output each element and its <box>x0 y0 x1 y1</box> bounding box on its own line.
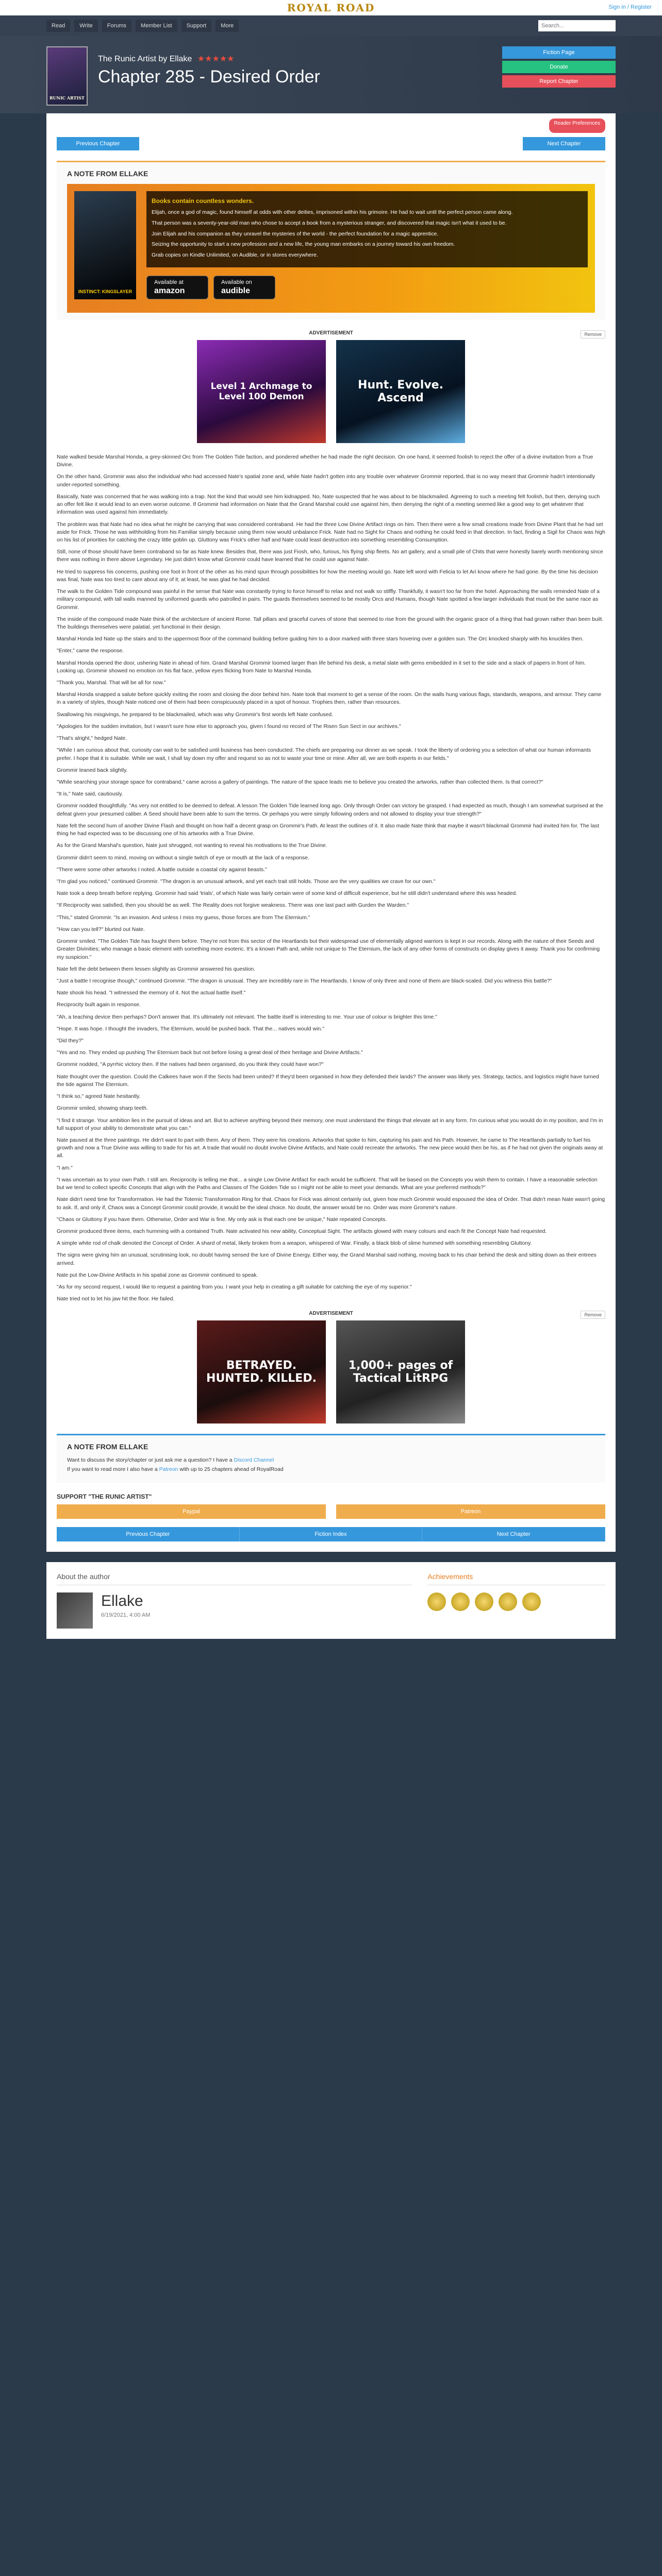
chapter-content <box>57 453 605 1303</box>
chapter-paragraph: "Enter," came the response. <box>57 648 124 654</box>
promo-paragraph: Elijah, once a god of magic, found himself at odds with other deities, imprisoned within his grimoire. He had to wait until the perfect person came along. <box>152 209 513 215</box>
promo-paragraph: Grab copies on Kindle Unlimited, on Audible, or in stores everywhere. <box>152 252 318 258</box>
promo-paragraph: Seizing the opportunity to start a new profession and a new life, the young man embarks on a journey toward his own freedom. <box>152 241 455 248</box>
achievement-badge-icon[interactable] <box>499 1592 517 1611</box>
prev-chapter-button[interactable]: Previous Chapter <box>57 137 139 150</box>
chapter-paragraph: "Apologies for the sudden invitation, but I wasn't sure how else to approach you, given I found no record of The Risen Sun Sect in our archives." <box>57 723 401 730</box>
amazon-top: Available at <box>154 279 184 285</box>
bottom-prev-chapter-button[interactable]: Previous Chapter <box>57 1527 240 1541</box>
chapter-title: Chapter 285 - Desired Order <box>98 67 320 87</box>
next-chapter-button[interactable]: Next Chapter <box>523 137 605 150</box>
audible-badge[interactable] <box>213 276 275 299</box>
author-box <box>46 1562 616 1639</box>
search-input[interactable] <box>538 20 616 31</box>
amazon-name: amazon <box>154 286 185 295</box>
audible-top: Available on <box>221 279 252 285</box>
site-logo[interactable]: ROYAL ROAD <box>287 2 375 14</box>
promo-cover-text: INSTINCT: KINGSLAYER <box>78 289 133 294</box>
bottom-chapter-nav <box>57 1527 605 1541</box>
top-bar <box>0 0 662 15</box>
remove-ad-button[interactable]: Remove <box>581 1311 605 1319</box>
by-text: by <box>158 55 168 63</box>
chapter-paragraph: Nate felt the second hum of another Divine Flash and thought on how half a decent grasp on Grommir's Path. At least the outlines of it. It also made Nate think that maybe it wasn't blackmail Grommir had invited him for. The last thing he had expected was to be discussing one of his artworks with a True Divine. <box>57 822 600 837</box>
discord-link[interactable]: Discord Channel <box>234 1456 274 1463</box>
achievement-badge-icon[interactable] <box>451 1592 470 1611</box>
chapter-paragraph: "Chaos or Gluttony if you have them. Otherwise, Order and War is fine. My only ask is that each one be unique," Nate repeated Concepts. <box>57 1216 387 1223</box>
support-heading: SUPPORT "THE RUNIC ARTIST" <box>57 1493 152 1500</box>
achievement-badge-icon[interactable] <box>427 1592 446 1611</box>
chapter-paragraph: "It is," Nate said, cautiously. <box>57 791 123 798</box>
ad-image[interactable]: BETRAYED. HUNTED. KILLED. <box>197 1320 326 1423</box>
chapter-paragraph: "As for my second request, I would like to request a painting from you. I want your help in creating a gift suitable for catching the eye of my superior." <box>57 1284 412 1291</box>
chapter-paragraph: "There were some other artworks I noted. A battle outside a coastal city against beasts." <box>57 866 267 873</box>
main-nav <box>0 15 662 36</box>
note-discord-text: Want to discuss the story/chapter or just ask me a question? I have a <box>67 1456 233 1463</box>
signin-link[interactable]: Sign in / Register <box>608 4 652 10</box>
chapter-paragraph: Grommir produced three items, each humming with a contained Truth. Nate activated his new ability, Conceptual Sight. The artifacts glowed with many colours and each fit the Concept Nate had requested. <box>57 1228 547 1234</box>
advertisement-top <box>57 330 605 443</box>
chapter-paragraph: "This," stated Grommir. "Is an invasion. And unless I miss my guess, those forces are from The Eternium." <box>57 914 310 921</box>
nav-support[interactable]: Support <box>181 20 212 32</box>
chapter-paragraph: "Did they?" <box>57 1038 84 1044</box>
ad-label: ADVERTISEMENT <box>309 1310 353 1316</box>
chapter-paragraph: Nate shook his head. "I witnessed the memory of it. Not the actual battle itself." <box>57 990 246 996</box>
note-discord-line <box>67 1457 595 1463</box>
amazon-badge[interactable] <box>146 276 208 299</box>
remove-ad-button[interactable]: Remove <box>581 330 605 338</box>
chapter-paragraph: He tried to suppress his concerns, pushing one foot in front of the other as his mind spun through possibilities for how the meeting would go. Nate left word with Felicia to let Ari know where he had gone. By the time his decision was final, Nate was too tired to care about any of it; at least, he was glad he had decided. <box>57 568 598 583</box>
chapter-paragraph: Marshal Honda opened the door, ushering Nate in ahead of him. Grand Marshal Grommir loomed larger than life behind his desk, a metal slate with gems embedded in it set to the side and a stack of papers in front of him. Looking up, Grommir showed no emotion on his flat face, yellow eyes flicking from Nate to Marshal Honda. <box>57 659 586 674</box>
fiction-page-button[interactable]: Fiction Page <box>502 46 616 59</box>
book-promo-banner[interactable] <box>67 184 595 313</box>
chapter-paragraph: "Just a battle I recognise though," continued Grommir. "The dragon is unusual. They are incredibly rare in The Heartlands. I know of only three and none of them are black-scaled. Did you witness this battle?" <box>57 977 552 984</box>
chapter-paragraph: Grommir smiled, showing sharp teeth. <box>57 1105 148 1112</box>
chapter-paragraph: "While I am curious about that, curiosity can wait to be satisfied until business has been conducted. The chiefs are preparing our dinner as we speak. I took the liberty of ordering you a selection of what our human informants prefer. I hope that it is suitable. While we wait, I shall lay down my offer and request so as not to waste your time or mine. After all, we are both experts in our fields." <box>57 747 591 761</box>
ad-image[interactable]: 1,000+ pages of Tactical LitRPG <box>336 1320 465 1423</box>
promo-paragraph: Join Elijah and his companion as they unravel the mysteries of the world - the perfect foundation for a magic apprentice. <box>152 230 439 237</box>
chapter-paragraph: Nate put the Low-Divine Artifacts in his spatial zone as Grommir continued to speak. <box>57 1272 258 1278</box>
note-patreon-prefix: If you want to read more I also have a <box>67 1466 158 1472</box>
achievement-badge-icon[interactable] <box>522 1592 541 1611</box>
chapter-paragraph: "I find it strange. Your ambition lies in the pursuit of ideas and art. But to achieve anything beyond their memory, one must understand the things that elevate art in any form. I'm curious what you would do in my position, and I'm in full support of your ability to demonstrate what you can." <box>57 1117 603 1131</box>
author-note-top <box>57 161 605 320</box>
donate-button[interactable]: Donate <box>502 61 616 73</box>
report-chapter-button[interactable]: Report Chapter <box>502 75 616 88</box>
author-note-heading: A NOTE FROM ELLAKE <box>67 170 148 178</box>
fiction-line <box>98 54 320 64</box>
reader-preferences-button[interactable]: Reader Preferences <box>549 118 606 133</box>
chapter-paragraph: Swallowing his misgivings, he prepared to be blackmailed, which was why Grommir's first words left Nate confused. <box>57 711 333 718</box>
chapter-paragraph: "If Reciprocity was satisfied, then you should be as well. The Reality does not forgive weakness. There was one last pact with Gurden the Warden." <box>57 902 409 909</box>
ad-image[interactable]: Hunt. Evolve. Ascend <box>336 340 465 443</box>
chapter-paragraph: "Ah, a teaching device then perhaps? Don't answer that. It's ultimately not relevant. The battle itself is interesting to me. Your use of colour is brighter this time." <box>57 1013 437 1020</box>
chapter-paragraph: "I think so," agreed Nate hesitantly. <box>57 1093 141 1100</box>
author-meta: 6/19/2021, 4:00 AM <box>101 1612 151 1618</box>
chapter-paragraph: The problem was that Nate had no idea what he might be carrying that was considered contraband. He had the three Low Divine Artifact rings on him. Then there were a few small creations made from Divine Plant that he had set aside for Frick. Those he was withholding from his Familiar simply because using them now would unbalance Frick. Nate had no Sight for Chaos and nothing he could feed in that direction. In fact, finding a Sigil for Chaos was high on his list of priorities for catching the crazy little goblin up. Gluttony was Frick's other half and Nate could least destruction into something resembling Consumption. <box>57 521 605 543</box>
chapter-paragraph: "Yes and no. They ended up pushing The Eternium back but not before losing a great deal of their heritage and Divine Artifacts." <box>57 1049 363 1056</box>
about-author-heading: About the author <box>57 1572 412 1585</box>
bottom-next-chapter-button[interactable]: Next Chapter <box>422 1527 605 1541</box>
nav-write[interactable]: Write <box>74 20 97 32</box>
author-name[interactable]: Ellake <box>101 1592 143 1609</box>
chapter-paragraph: Nate walked beside Marshal Honda, a grey-skinned Orc from The Golden Tide faction, and pondered whether he had made the right decision. On one hand, it seemed foolish to reject the offer of a divine invitation from a True Divine. <box>57 454 593 468</box>
achievements-heading: Achievements <box>427 1572 605 1585</box>
chapter-paragraph: Still, none of those should have been contraband so far as Nate knew. Besides that, there was just Fiosh, who, furious, his flying ship fleets. No art gallery, and a small pile of Chits that were honestly barely worth mentioning since there was nothing in there above Legendary. He just didn't know what Grommir could have learned that he could use against Nate. <box>57 549 603 563</box>
patreon-button[interactable]: Patreon <box>336 1504 605 1519</box>
chapter-paragraph: Nate didn't need time for Transformation. He had the Totemic Transformation Ring for that. Chaos for Frick was almost certainly out, given how much Grommir would espoused the idea of Order. That didn't mean Nate wasn't going to ask. If, and only if, Chaos was a Concept Grommir could provide, it would be the ideal choice. No doubt, the answer would be no. Order was more Grommir's nature. <box>57 1196 605 1211</box>
promo-paragraph: That person was a seventy-year-old man who chose to accept a book from a mysterious stranger, and discovered that magic isn't what it used to be. <box>152 219 507 226</box>
chapter-paragraph: Grommir nodded thoughtfully. "As very not entitled to be deemed to defeat. A lesson The Golden Tide learned long ago. Only through Order can victory be grasped. I had expected as much, though I am somewhat surprised at the defeat given your presumed caliber. A Seed should have been able to sum the terms. Or perhaps you were simply following orders and not allowed to display your true strength?" <box>57 803 603 817</box>
chapter-paragraph: The walk to the Golden Tide compound was painful in the sense that Nate was constantly trying to force himself to relax and not walk so stiffly. Thankfully, it wasn't too far from the hotel. Approaching the walls reminded Nate of a military compound, with tall walls manned by uniformed guards who patrolled in pairs. The guards themselves seemed to be mostly Orcs and Humans, though Nate spotted a few larger individuals that must be the same race as Grommir. <box>57 588 600 611</box>
note-patreon-suffix: with up to 25 chapters ahead of RoyalRoad <box>179 1466 284 1472</box>
nav-forums[interactable]: Forums <box>102 20 131 32</box>
advertisement-bottom <box>57 1311 605 1423</box>
promo-headline: Books contain countless wonders. <box>152 197 254 205</box>
chapter-paragraph: Basically, Nate was concerned that he was walking into a trap. Not the kind that would see him kidnapped. No, Nate suspected that he was about to be blackmailed. Agreeing to such a meeting felt foolish, but then, denying such an offer felt like it would lead to an even worse outcome. If Grommir had information on Nate that the Grand Marshal could use against him, then denying the right of a meeting seemed like a good way to get whatever that information was used against him immediately. <box>57 493 600 516</box>
chapter-paragraph: "While searching your storage space for contraband," came across a gallery of paintings. The nature of the space leads me to believe you created the artworks, rather than collected them. Is that correct?" <box>57 779 543 785</box>
chapter-paragraph: "I was uncertain as to your own Path. I still am. Reciprocity is telling me that... a single Low Divine Artifact for each would be sufficient. That will be based on the Concepts you wish them to contain. I have a reasonable selection but we tend to collect specific Concepts that align with the Paths and Classes of The Golden Tide so I might not be able to meet your demands. What are your preferred methods?" <box>57 1176 598 1191</box>
note-patreon-line <box>67 1466 595 1472</box>
ad-image[interactable]: Level 1 Archmage to Level 100 Demon <box>197 340 326 443</box>
chapter-paragraph: Nate tried not to let his jaw hit the floor. He failed. <box>57 1296 175 1302</box>
chapter-paragraph: "I am." <box>57 1164 73 1171</box>
chapter-paragraph: Grommir leaned back slightly. <box>57 767 128 773</box>
chapter-paragraph: Marshal Honda led Nate up the stairs and to the uppermost floor of the command building before guiding him to a door marked with three stars hovering over a golden sun. The Orc knocked sharply with his knuckles then. <box>57 636 584 642</box>
fiction-cover[interactable] <box>46 46 88 106</box>
cover-text: RUNIC ARTIST <box>49 95 85 100</box>
author-link[interactable]: Ellake <box>169 55 192 63</box>
chapter-paragraph: "Thank you, Marshal. That will be all for now." <box>57 680 166 686</box>
chapter-paragraph: As for the Grand Marshal's question, Nate just shrugged, not wanting to reveal his motivations to the True Divine. <box>57 842 327 849</box>
chapter-paragraph: "I'm glad you noticed," continued Grommir. "The dragon is an unusual artwork, and yet each trait still holds. Those are the very qualities we crave for our own." <box>57 878 436 885</box>
chapter-paragraph: On the other hand, Grommir was also the individual who had accessed Nate's spatial zone and, while Nate hadn't gotten into any trouble over whatever Grommir reported, that is no way meant that Grommir hadn't intentionally under-reported something. <box>57 473 595 488</box>
nav-more[interactable]: More <box>216 20 239 32</box>
patreon-link[interactable]: Patreon <box>159 1466 178 1472</box>
rating-stars: ★★★★★ <box>197 55 235 63</box>
chapter-paragraph: The signs were giving him an unusual, scrutinising look, no doubt having sensed the lure of Divine Energy. Either way, the Grand Marshal said nothing, moving back to his chair behind the desk and sitting down as their entrees arrived. <box>57 1252 597 1266</box>
avatar[interactable] <box>57 1592 93 1629</box>
chapter-paragraph: "How can you tell?" blurted out Nate. <box>57 926 145 933</box>
chapter-paragraph: Nate felt the debt between them lessen slightly as Grommir answered his question. <box>57 965 256 972</box>
chapter-paragraph: Nate took a deep breath before replying. Grommir had said 'trials', of which Nate was fairly certain were of some kind of difficult experience, but he still didn't understand where this was headed. <box>57 890 517 897</box>
chapter-paragraph: Marshal Honda snapped a salute before quickly exiting the room and closing the door behind him. Nate took that moment to get a sense of the room. On the walls hung various flags, standards, weapons, and armour. They came in a variety of styles, though Nate noticed one of them had been conspicuously placed in a spot of honour. Trophies then, rather than resources. <box>57 691 602 706</box>
author-note-bottom <box>57 1434 605 1483</box>
paypal-button[interactable]: Paypal <box>57 1504 326 1519</box>
chapter-paragraph: Grommir nodded, "A pyrrhic victory then. If the natives had been organised, do you think they could have won?" <box>57 1061 324 1068</box>
ad-label: ADVERTISEMENT <box>309 330 353 336</box>
fiction-title[interactable]: The Runic Artist <box>98 55 156 63</box>
nav-read[interactable]: Read <box>46 20 70 32</box>
chapter-paragraph: A simple white rod of chalk denoted the Concept of Order. A shard of metal, likely broken from a weapon, whispered of War. Finally, a black blob of slime hummed with something resembling Gluttony. <box>57 1240 532 1247</box>
chapter-paragraph: The inside of the compound made Nate think of the architecture of ancient Rome. Tall pillars and graceful curves of stone that seemed to rise from the ground with the organic grace of a thing that had grown rather than been built. The buildings themselves were palatial, yet functional in their design. <box>57 616 604 630</box>
fiction-index-button[interactable]: Fiction Index <box>240 1527 423 1541</box>
nav-member-list[interactable]: Member List <box>136 20 177 32</box>
chapter-header <box>0 36 662 113</box>
chapter-paragraph: Nate thought over the question. Could the Calkees have won if the Sects had been united? If they'd been organised in how they defended their lands? The answer was likely yes. Strategy, tactics, and logistics might have turned the tide against The Eternium. <box>57 1073 599 1088</box>
author-note-heading: A NOTE FROM ELLAKE <box>67 1442 148 1451</box>
chapter-paragraph: Nate paused at the three paintings. He didn't want to part with them. Any of them. They were his creations. Artworks that spoke to him, capturing his pain and his Path. However, he came to The Heartlands partially to fuel his growth and now a True Divine was willing to trade for his art. A trade that would no doubt involve Divine Artifacts, and Nate could recreate the artworks. The new piece would then be his, as if he had not given the originals away at all. <box>57 1137 603 1159</box>
achievement-badge-icon[interactable] <box>475 1592 493 1611</box>
audible-name: audible <box>221 286 251 295</box>
promo-book-cover <box>74 191 136 299</box>
chapter-paragraph: "That's alright," hedged Nate. <box>57 735 127 742</box>
promo-text <box>146 191 588 267</box>
chapter-paragraph: Grommir smiled. "The Golden Tide has fought them before. They're not from this sector of the Heartlands but their widespread use of elementally aligned warriors is kept in our records. Along with the nature of their Seeds and Greater Divinities; who manage a basic element with something more esoteric. It's a known Path and, while not unique to The Eternium, the lack of any other forms of constructs on display gives it away. Thank you for confirming my suspicion." <box>57 938 600 960</box>
chapter-paragraph: "Hope. It was hope. I thought the invaders, The Eternium, would be pushed back. That the... natives would win." <box>57 1025 324 1032</box>
chapter-container <box>46 113 616 1552</box>
chapter-paragraph: Grommir didn't seem to mind, moving on without a single twitch of eye or mouth at the lack of a response. <box>57 854 309 861</box>
chapter-paragraph: Reciprocity built again in response. <box>57 1002 141 1008</box>
